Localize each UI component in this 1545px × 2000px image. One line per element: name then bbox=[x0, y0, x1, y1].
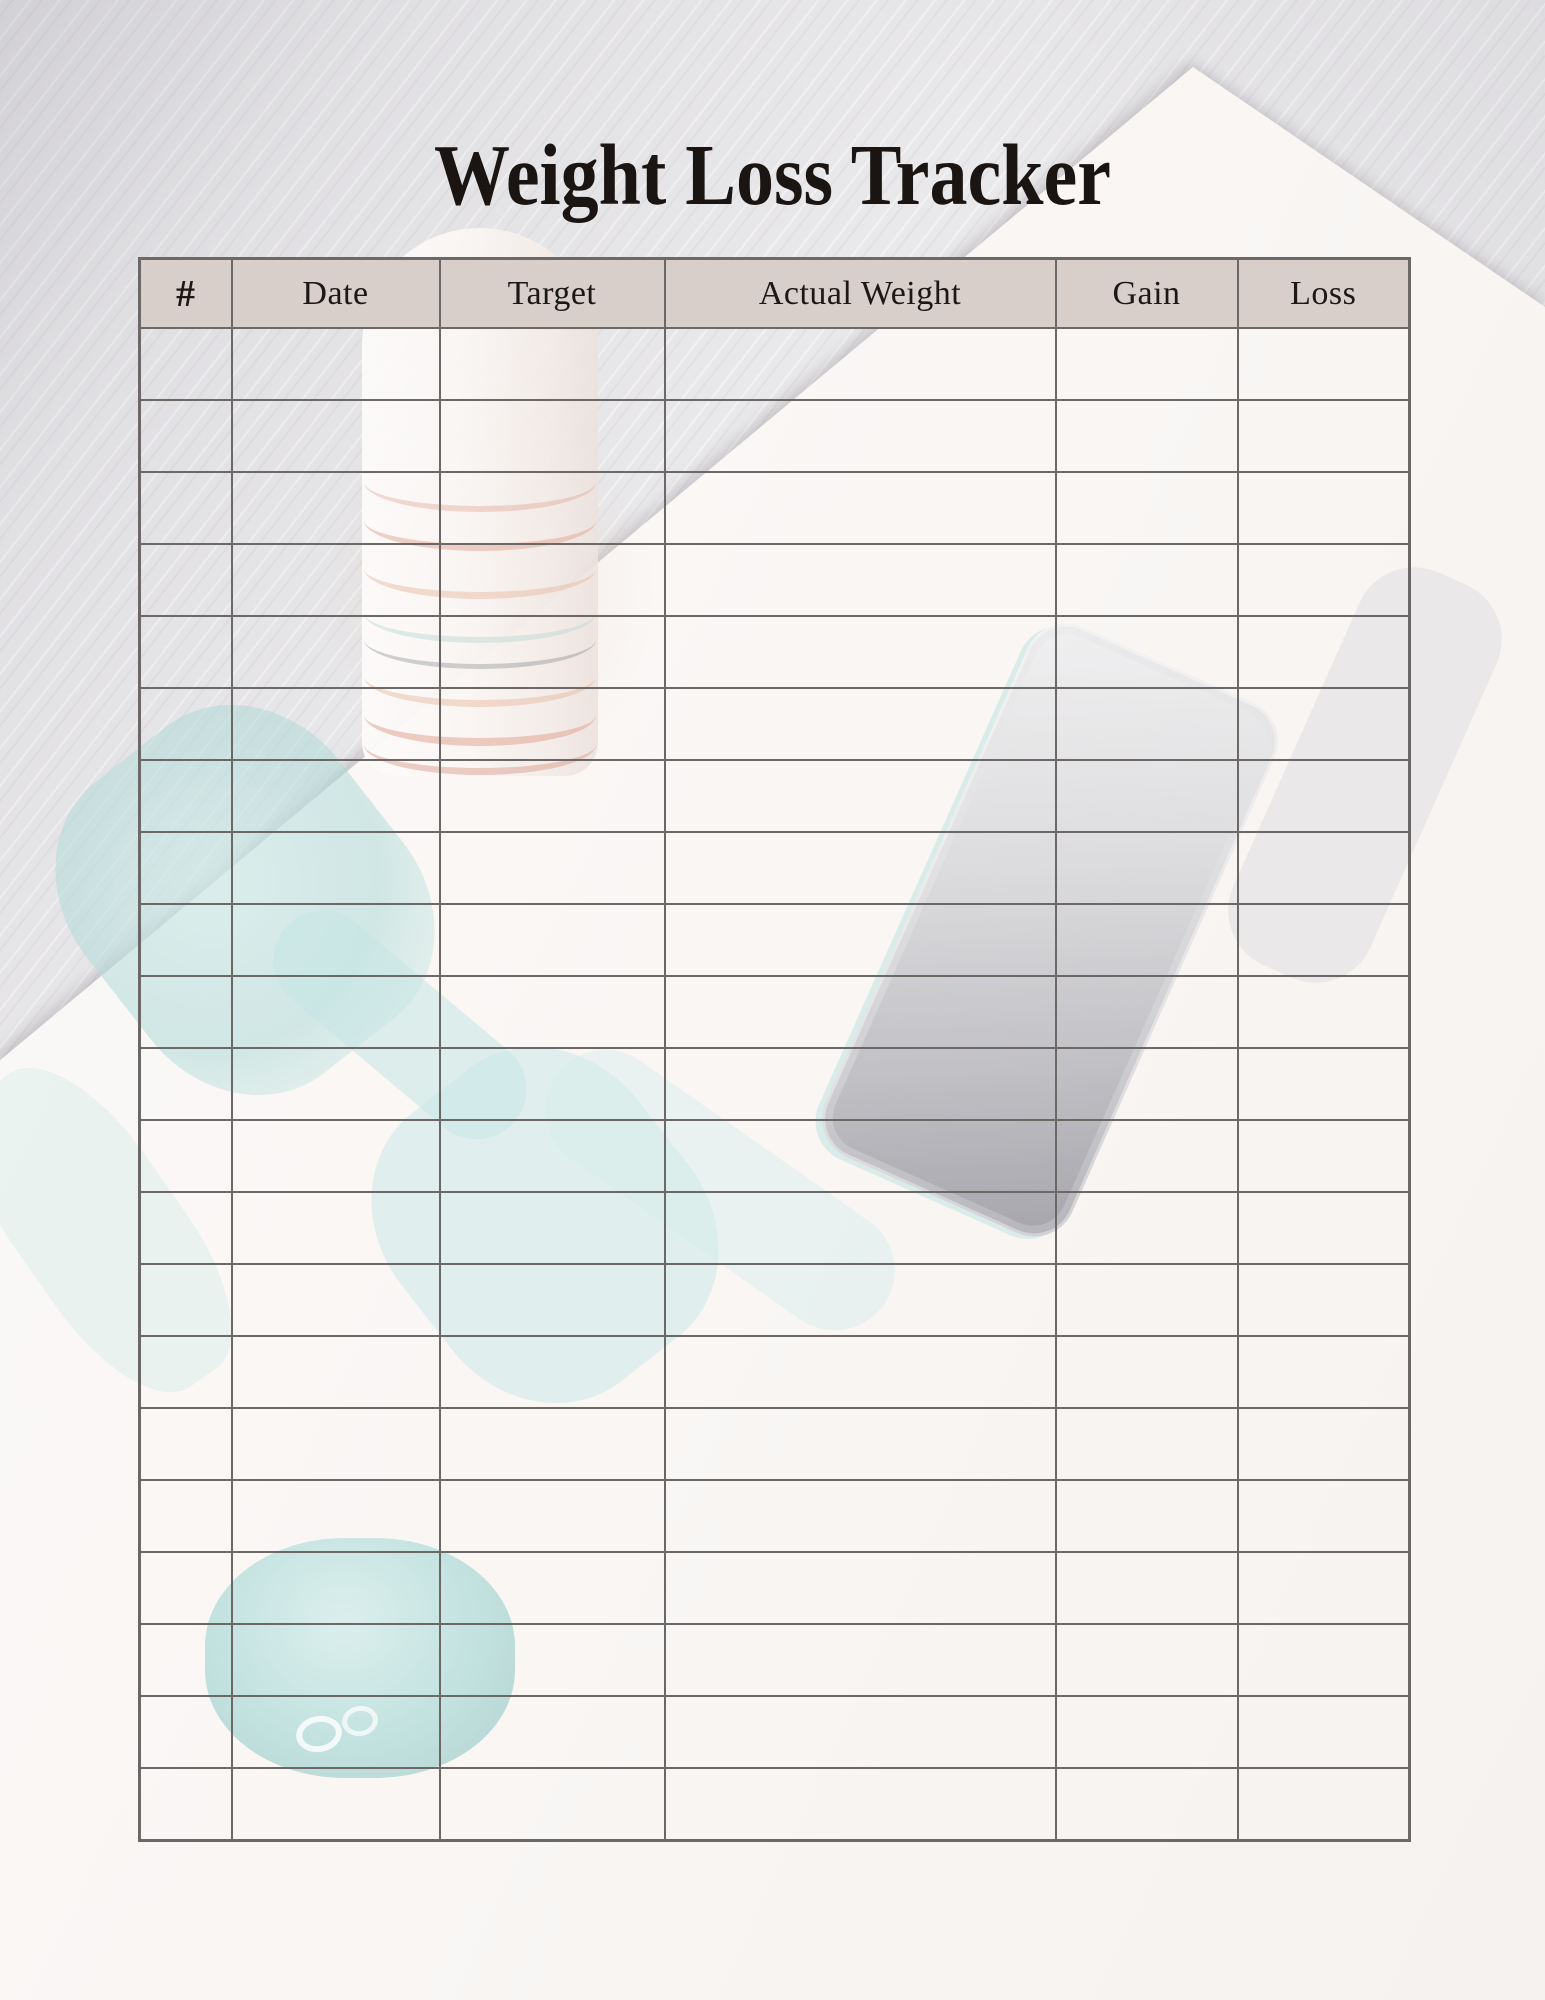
table-cell[interactable] bbox=[440, 1768, 665, 1841]
table-cell[interactable] bbox=[140, 616, 232, 688]
table-cell[interactable] bbox=[140, 976, 232, 1048]
table-cell[interactable] bbox=[1056, 1768, 1238, 1841]
table-row bbox=[140, 976, 1410, 1048]
table-cell[interactable] bbox=[1238, 472, 1410, 544]
table-cell[interactable] bbox=[1056, 688, 1238, 760]
table-row bbox=[140, 688, 1410, 760]
table-cell[interactable] bbox=[232, 472, 440, 544]
table-cell[interactable] bbox=[440, 328, 665, 400]
table-row bbox=[140, 1048, 1410, 1120]
table-cell[interactable] bbox=[1238, 616, 1410, 688]
table-cell[interactable] bbox=[140, 1048, 232, 1120]
table-cell[interactable] bbox=[440, 1336, 665, 1408]
table-cell[interactable] bbox=[232, 1048, 440, 1120]
table-cell[interactable] bbox=[140, 1336, 232, 1408]
table-cell[interactable] bbox=[140, 760, 232, 832]
table-cell[interactable] bbox=[232, 1768, 440, 1841]
table-row bbox=[140, 1336, 1410, 1408]
table-cell[interactable] bbox=[232, 1408, 440, 1480]
table-cell[interactable] bbox=[440, 1624, 665, 1696]
table-cell[interactable] bbox=[140, 1480, 232, 1552]
table-cell[interactable] bbox=[440, 1408, 665, 1480]
table-cell[interactable] bbox=[1238, 760, 1410, 832]
table-cell[interactable] bbox=[440, 1552, 665, 1624]
table-cell[interactable] bbox=[665, 1264, 1056, 1336]
table-cell[interactable] bbox=[1238, 1192, 1410, 1264]
table-cell[interactable] bbox=[1056, 1480, 1238, 1552]
table-row bbox=[140, 1552, 1410, 1624]
table-cell[interactable] bbox=[232, 1192, 440, 1264]
header-cell-actual-weight: Actual Weight bbox=[665, 259, 1056, 329]
table-cell[interactable] bbox=[665, 1768, 1056, 1841]
table-row bbox=[140, 1264, 1410, 1336]
table-cell[interactable] bbox=[1056, 544, 1238, 616]
table-cell[interactable] bbox=[1238, 1048, 1410, 1120]
table-cell[interactable] bbox=[232, 1552, 440, 1624]
table-cell[interactable] bbox=[140, 1768, 232, 1841]
table-cell[interactable] bbox=[440, 1048, 665, 1120]
table-cell[interactable] bbox=[1056, 976, 1238, 1048]
table-cell[interactable] bbox=[665, 328, 1056, 400]
table-cell[interactable] bbox=[1056, 1696, 1238, 1768]
table-cell[interactable] bbox=[440, 1696, 665, 1768]
table-cell[interactable] bbox=[1056, 904, 1238, 976]
table-cell[interactable] bbox=[1238, 1480, 1410, 1552]
table-cell[interactable] bbox=[232, 616, 440, 688]
header-cell-target: Target bbox=[440, 259, 665, 329]
table-cell[interactable] bbox=[665, 1120, 1056, 1192]
table-cell[interactable] bbox=[665, 1696, 1056, 1768]
table-cell[interactable] bbox=[1056, 1192, 1238, 1264]
tracker-table bbox=[138, 257, 1411, 1842]
table-cell[interactable] bbox=[1238, 688, 1410, 760]
table-cell[interactable] bbox=[665, 1408, 1056, 1480]
table-cell[interactable] bbox=[1238, 400, 1410, 472]
table-cell[interactable] bbox=[140, 688, 232, 760]
table-cell[interactable] bbox=[665, 832, 1056, 904]
table-cell[interactable] bbox=[665, 544, 1056, 616]
table-row bbox=[140, 1408, 1410, 1480]
table-cell[interactable] bbox=[1056, 472, 1238, 544]
table-cell[interactable] bbox=[140, 1696, 232, 1768]
table-cell[interactable] bbox=[1056, 1624, 1238, 1696]
table-cell[interactable] bbox=[665, 616, 1056, 688]
table-cell[interactable] bbox=[1056, 760, 1238, 832]
table-cell[interactable] bbox=[440, 1264, 665, 1336]
table-cell[interactable] bbox=[1238, 1264, 1410, 1336]
table-cell[interactable] bbox=[1238, 1336, 1410, 1408]
table-row bbox=[140, 472, 1410, 544]
table-cell[interactable] bbox=[232, 760, 440, 832]
table-cell[interactable] bbox=[140, 328, 232, 400]
table-cell[interactable] bbox=[232, 1336, 440, 1408]
table-cell[interactable] bbox=[232, 1480, 440, 1552]
table-cell[interactable] bbox=[140, 1552, 232, 1624]
table-cell[interactable] bbox=[1238, 544, 1410, 616]
table-cell[interactable] bbox=[665, 688, 1056, 760]
header-row bbox=[140, 259, 1410, 329]
table-cell[interactable] bbox=[140, 1120, 232, 1192]
header-cell-number: # bbox=[140, 259, 232, 329]
table-cell[interactable] bbox=[440, 544, 665, 616]
table-cell[interactable] bbox=[232, 1696, 440, 1768]
table-cell[interactable] bbox=[232, 328, 440, 400]
page-title: Weight Loss Tracker bbox=[434, 127, 1111, 224]
table-cell[interactable] bbox=[1238, 1624, 1410, 1696]
table-cell[interactable] bbox=[1238, 1768, 1410, 1841]
table-cell[interactable] bbox=[665, 1624, 1056, 1696]
table-cell[interactable] bbox=[232, 1264, 440, 1336]
table-cell[interactable] bbox=[440, 1120, 665, 1192]
table-cell[interactable] bbox=[665, 1336, 1056, 1408]
table-cell[interactable] bbox=[1238, 1696, 1410, 1768]
table-cell[interactable] bbox=[232, 976, 440, 1048]
table-row bbox=[140, 904, 1410, 976]
table-row bbox=[140, 1624, 1410, 1696]
table-cell[interactable] bbox=[665, 904, 1056, 976]
table-cell[interactable] bbox=[440, 688, 665, 760]
table-cell[interactable] bbox=[140, 1192, 232, 1264]
table-cell[interactable] bbox=[1056, 1048, 1238, 1120]
table-cell[interactable] bbox=[440, 472, 665, 544]
table-row bbox=[140, 832, 1410, 904]
table-cell[interactable] bbox=[140, 400, 232, 472]
table-row bbox=[140, 400, 1410, 472]
table-cell[interactable] bbox=[1056, 1120, 1238, 1192]
table-cell[interactable] bbox=[1056, 1552, 1238, 1624]
table-row bbox=[140, 1768, 1410, 1841]
table-cell[interactable] bbox=[1238, 1552, 1410, 1624]
table-cell[interactable] bbox=[1238, 976, 1410, 1048]
table-cell[interactable] bbox=[665, 1048, 1056, 1120]
table-row bbox=[140, 328, 1410, 400]
table-cell[interactable] bbox=[665, 1192, 1056, 1264]
table-cell[interactable] bbox=[140, 472, 232, 544]
table-cell[interactable] bbox=[665, 760, 1056, 832]
table-cell[interactable] bbox=[140, 1408, 232, 1480]
table-cell[interactable] bbox=[665, 400, 1056, 472]
table-cell[interactable] bbox=[1056, 328, 1238, 400]
table-cell[interactable] bbox=[232, 1624, 440, 1696]
table-cell[interactable] bbox=[232, 904, 440, 976]
header-cell-gain: Gain bbox=[1056, 259, 1238, 329]
table-cell[interactable] bbox=[140, 544, 232, 616]
table-cell[interactable] bbox=[665, 976, 1056, 1048]
table-cell[interactable] bbox=[140, 1264, 232, 1336]
table-cell[interactable] bbox=[1056, 616, 1238, 688]
table-cell[interactable] bbox=[665, 1480, 1056, 1552]
table-cell[interactable] bbox=[1238, 328, 1410, 400]
header-cell-date: Date bbox=[232, 259, 440, 329]
table-cell[interactable] bbox=[665, 472, 1056, 544]
table-cell[interactable] bbox=[440, 760, 665, 832]
table-body bbox=[140, 328, 1410, 1841]
table-cell[interactable] bbox=[140, 904, 232, 976]
table-cell[interactable] bbox=[1056, 832, 1238, 904]
table-row bbox=[140, 760, 1410, 832]
table-cell[interactable] bbox=[1056, 1408, 1238, 1480]
table-cell[interactable] bbox=[140, 832, 232, 904]
table-cell[interactable] bbox=[232, 832, 440, 904]
table-row bbox=[140, 1480, 1410, 1552]
table-cell[interactable] bbox=[440, 1192, 665, 1264]
header-cell-loss: Loss bbox=[1238, 259, 1410, 329]
table-cell[interactable] bbox=[1056, 1264, 1238, 1336]
table-cell[interactable] bbox=[1238, 832, 1410, 904]
table-row bbox=[140, 616, 1410, 688]
table-cell[interactable] bbox=[232, 544, 440, 616]
table-cell[interactable] bbox=[440, 1480, 665, 1552]
table-cell[interactable] bbox=[1238, 1120, 1410, 1192]
table-cell[interactable] bbox=[140, 1624, 232, 1696]
table-row bbox=[140, 1696, 1410, 1768]
table-cell[interactable] bbox=[440, 832, 665, 904]
table-row bbox=[140, 544, 1410, 616]
table-cell[interactable] bbox=[1238, 904, 1410, 976]
table-cell[interactable] bbox=[232, 688, 440, 760]
table-cell[interactable] bbox=[440, 616, 665, 688]
table-cell[interactable] bbox=[1056, 1336, 1238, 1408]
table-row bbox=[140, 1192, 1410, 1264]
table-cell[interactable] bbox=[232, 1120, 440, 1192]
table-cell[interactable] bbox=[440, 904, 665, 976]
table-cell[interactable] bbox=[440, 400, 665, 472]
table-cell[interactable] bbox=[440, 976, 665, 1048]
table-cell[interactable] bbox=[1238, 1408, 1410, 1480]
table-row bbox=[140, 1120, 1410, 1192]
table-cell[interactable] bbox=[232, 400, 440, 472]
table-cell[interactable] bbox=[665, 1552, 1056, 1624]
table-cell[interactable] bbox=[1056, 400, 1238, 472]
